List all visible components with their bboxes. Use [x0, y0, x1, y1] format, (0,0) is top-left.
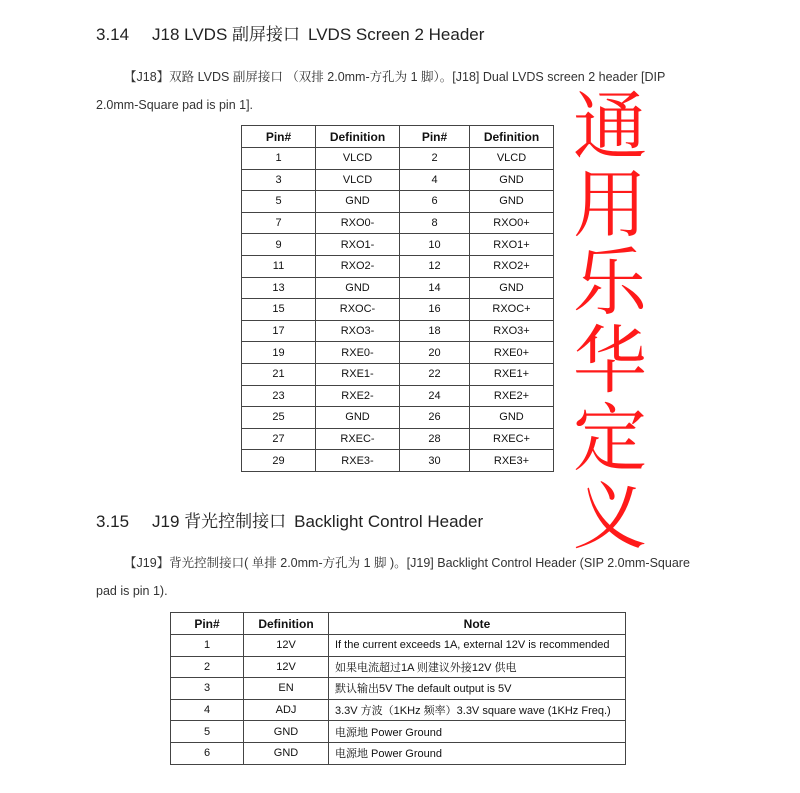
pin-number: 2 [400, 148, 470, 170]
table-row [242, 299, 554, 321]
pin-number: 27 [242, 428, 316, 450]
header-definition: Definition [470, 126, 554, 148]
pin-number: 4 [171, 699, 244, 721]
table-row [171, 699, 626, 721]
pin-definition: EN [244, 678, 329, 700]
section-title-en: Backlight Control Header [294, 512, 484, 531]
pin-definition: RXE3+ [470, 450, 554, 472]
pin-definition: RXEC+ [470, 428, 554, 450]
pin-number: 11 [242, 255, 316, 277]
pin-number: 2 [171, 656, 244, 678]
table-row [242, 169, 554, 191]
pin-number: 7 [242, 212, 316, 234]
pin-number: 5 [242, 191, 316, 213]
table-row [242, 363, 554, 385]
section-3-14-heading [96, 20, 484, 45]
pin-number: 18 [400, 320, 470, 342]
pin-number: 26 [400, 407, 470, 429]
pin-note: 3.3V 方波（1KHz 频率）3.3V square wave (1KHz Freq.) [329, 699, 626, 721]
watermark-char: 义 [573, 474, 647, 560]
pin-definition: RXO0+ [470, 212, 554, 234]
section-title-cn: J18 LVDS 副屏接口 [152, 25, 301, 44]
red-watermark-text [568, 84, 652, 560]
pin-note: 电源地 Power Ground [329, 721, 626, 743]
pin-number: 30 [400, 450, 470, 472]
pin-definition: RXO1- [316, 234, 400, 256]
section-title-en: LVDS Screen 2 Header [308, 25, 485, 44]
section-number: 3.15 [96, 512, 130, 531]
table-row [242, 148, 554, 170]
table-row [242, 428, 554, 450]
pin-note: 默认输出5V The default output is 5V [329, 678, 626, 700]
pin-definition: 12V [244, 635, 329, 657]
pin-number: 5 [171, 721, 244, 743]
pin-definition: RXE1- [316, 363, 400, 385]
table-row [242, 234, 554, 256]
pin-number: 9 [242, 234, 316, 256]
pin-number: 25 [242, 407, 316, 429]
pin-definition: VLCD [470, 148, 554, 170]
pin-number: 29 [242, 450, 316, 472]
pin-number: 3 [171, 678, 244, 700]
pin-number: 21 [242, 363, 316, 385]
pin-definition: RXE0+ [470, 342, 554, 364]
section-title-cn: J19 背光控制接口 [152, 512, 287, 531]
table-row [171, 721, 626, 743]
watermark-char: 用 [573, 162, 647, 248]
pin-definition: RXO3+ [470, 320, 554, 342]
pin-number: 1 [242, 148, 316, 170]
pin-note: If the current exceeds 1A, external 12V is recommended [329, 635, 626, 657]
pin-definition: RXO3- [316, 320, 400, 342]
pin-definition: GND [470, 191, 554, 213]
pin-definition: RXE2- [316, 385, 400, 407]
pin-number: 1 [171, 635, 244, 657]
table-row [171, 678, 626, 700]
pin-definition: RXO0- [316, 212, 400, 234]
table-row [242, 450, 554, 472]
pin-number: 28 [400, 428, 470, 450]
table-row [242, 320, 554, 342]
pin-definition: GND [244, 721, 329, 743]
table-row [242, 255, 554, 277]
watermark-char: 通 [573, 84, 647, 170]
pin-note: 电源地 Power Ground [329, 742, 626, 764]
pin-definition: RXEC- [316, 428, 400, 450]
table-row [242, 212, 554, 234]
pin-definition: GND [470, 277, 554, 299]
pin-number: 12 [400, 255, 470, 277]
header-pin: Pin# [242, 126, 316, 148]
pin-definition: GND [470, 407, 554, 429]
pin-number: 15 [242, 299, 316, 321]
watermark-char: 乐 [573, 240, 647, 326]
section-3-15-description: 【J19】背光控制接口( 单排 2.0mm-方孔为 1 脚 )。[J19] Backlight Control Header (SIP 2.0mm-Square pad is pin 1). [96, 556, 690, 598]
pin-definition: GND [316, 277, 400, 299]
header-pin: Pin# [400, 126, 470, 148]
table-row [242, 385, 554, 407]
pin-number: 19 [242, 342, 316, 364]
pin-definition: RXO2+ [470, 255, 554, 277]
section-3-14-description: 【J18】双路 LVDS 副屏接口 （双排 2.0mm-方孔为 1 脚）。[J18] Dual LVDS screen 2 header [DIP 2.0mm-Square pad is pin 1]. [96, 70, 666, 112]
pin-definition: RXE3- [316, 450, 400, 472]
pin-number: 4 [400, 169, 470, 191]
pin-definition: VLCD [316, 148, 400, 170]
pin-number: 14 [400, 277, 470, 299]
table-row [171, 656, 626, 678]
table-header-row [171, 613, 626, 635]
pin-number: 13 [242, 277, 316, 299]
pin-number: 3 [242, 169, 316, 191]
pin-definition: GND [316, 191, 400, 213]
header-note: Note [329, 613, 626, 635]
pin-number: 24 [400, 385, 470, 407]
pin-definition: RXO1+ [470, 234, 554, 256]
section-number: 3.14 [96, 25, 130, 44]
pin-definition: GND [244, 742, 329, 764]
table-header-row [242, 126, 554, 148]
pin-number: 6 [171, 742, 244, 764]
table-row [242, 277, 554, 299]
pin-definition: RXE2+ [470, 385, 554, 407]
pin-definition: VLCD [316, 169, 400, 191]
pin-number: 16 [400, 299, 470, 321]
table-row [171, 742, 626, 764]
pin-definition: RXOC- [316, 299, 400, 321]
header-definition: Definition [244, 613, 329, 635]
pin-definition: 12V [244, 656, 329, 678]
j19-pin-table [170, 612, 626, 765]
watermark-char: 定 [573, 396, 647, 482]
j18-pin-table [241, 125, 554, 472]
pin-number: 6 [400, 191, 470, 213]
pin-note: 如果电流超过1A 则建议外接12V 供电 [329, 656, 626, 678]
pin-number: 8 [400, 212, 470, 234]
pin-definition: GND [470, 169, 554, 191]
pin-definition: GND [316, 407, 400, 429]
table-row [242, 342, 554, 364]
pin-number: 20 [400, 342, 470, 364]
pin-definition: RXE1+ [470, 363, 554, 385]
header-pin: Pin# [171, 613, 244, 635]
pin-definition: RXOC+ [470, 299, 554, 321]
watermark-char: 华 [573, 318, 647, 404]
table-row [242, 407, 554, 429]
pin-definition: ADJ [244, 699, 329, 721]
pin-definition: RXO2- [316, 255, 400, 277]
pin-number: 22 [400, 363, 470, 385]
header-definition: Definition [316, 126, 400, 148]
section-3-15-heading [96, 507, 483, 532]
pin-number: 23 [242, 385, 316, 407]
table-row [242, 191, 554, 213]
pin-definition: RXE0- [316, 342, 400, 364]
pin-number: 17 [242, 320, 316, 342]
table-row [171, 635, 626, 657]
pin-number: 10 [400, 234, 470, 256]
